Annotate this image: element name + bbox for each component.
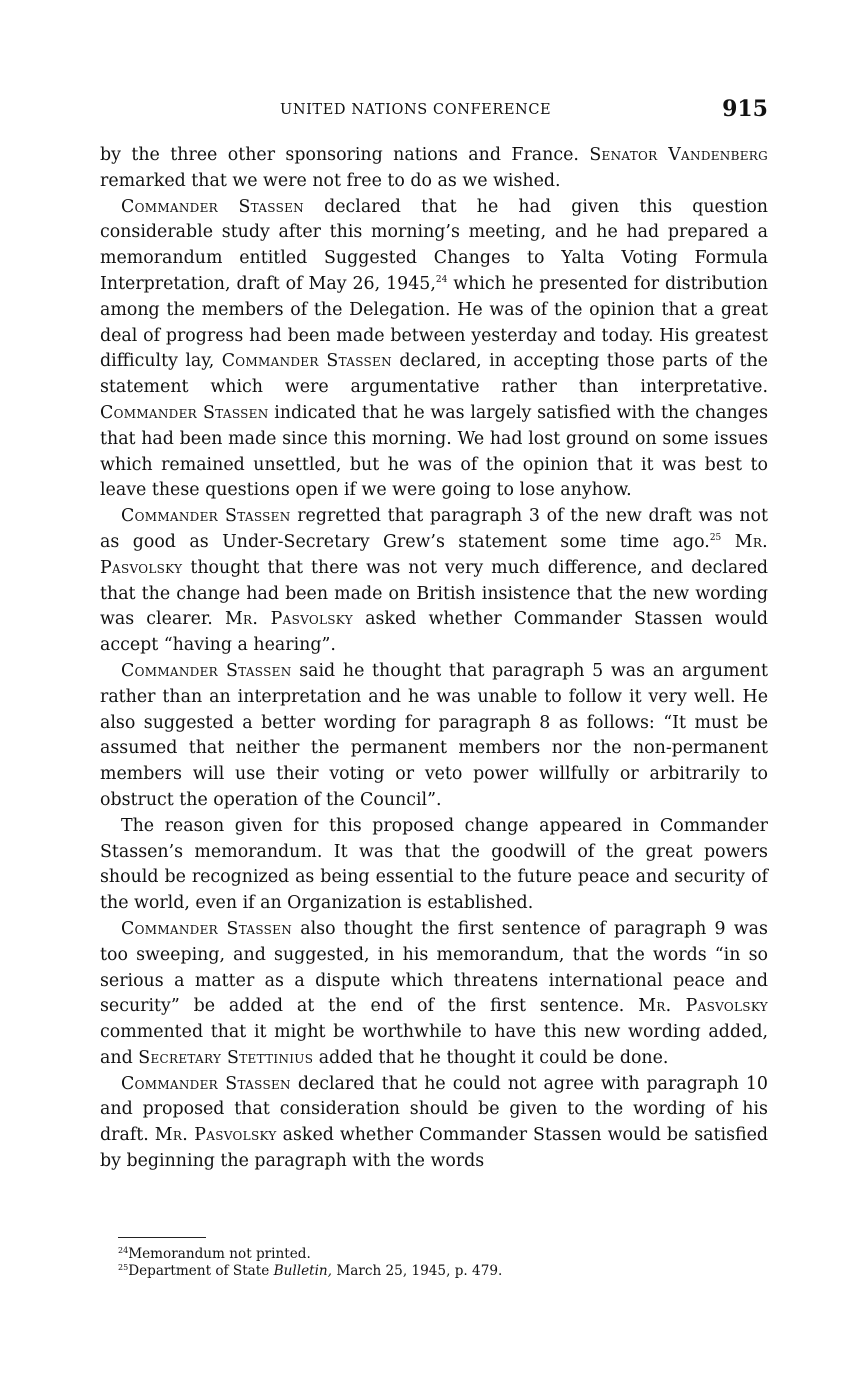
text-run: by the three other sponsoring nations and France.	[100, 145, 590, 165]
speaker-name: Commander Stassen	[100, 402, 269, 423]
paragraph-5	[100, 814, 768, 917]
paragraph-6	[100, 917, 768, 1072]
footnote-text: March 25, 1945, p. 479.	[332, 1263, 503, 1279]
text-run: indicated that he was largely satisfied with the changes that had been made since this morning. We had lost ground on some issues which remained unsettled, but he was of the opinion that it was best to leave these questions open if we were going to lose anyhow.	[100, 402, 768, 501]
text-run: commented that it might be worthwhile to have this new wording added, and	[100, 1022, 768, 1068]
speaker-name: Mr. Pasvolsky	[154, 1125, 277, 1146]
speaker-name: Mr. Pasvolsky	[638, 996, 768, 1017]
text-run: added that he thought it could be done.	[313, 1047, 669, 1068]
page-number: 915	[722, 96, 768, 122]
footnote-mark: 24	[118, 1246, 129, 1255]
paragraph-3	[100, 504, 768, 659]
footnote-ref-25: 25	[709, 532, 722, 543]
publication-title: Bulletin,	[273, 1263, 332, 1279]
page-header	[100, 96, 768, 126]
text-run: regretted that paragraph 3 of the new draft was not as good as Under-Secretary Grew’s statement some time ago.	[100, 506, 768, 552]
text-run: declared, in accepting those parts of the statement which were argumentative rather than interpretative.	[100, 351, 768, 398]
footnote-24	[118, 1246, 768, 1263]
paragraph-7	[100, 1072, 768, 1175]
text-run: thought that there was not very much difference, and declared that the change had been made on British insistence that the new wording was clearer.	[100, 557, 768, 630]
body-text	[100, 143, 768, 1175]
speaker-name: Commander Stassen	[221, 351, 392, 372]
text-run: declared that he could not agree with paragraph 10 and proposed that consideration should be given to the wording of his draft.	[100, 1073, 768, 1146]
text-run: said he thought that paragraph 5 was an argument rather than an interpretation and he was unable to follow it very well. He also suggested a better wording for paragraph 8 as follows: “It must be assumed that neither the permanent members nor the non-permanent members will use their voting or veto power willfully or arbitrarily to obstruct the operation of the Council”.	[100, 660, 768, 810]
text-run: The reason given for this proposed change appeared in Commander Stassen’s memorandum. It was that the goodwill of the great powers should be recognized as being essential to the future peace and security of the world, even if an Organization is established.	[100, 815, 768, 914]
footnote-ref-24: 24	[435, 274, 448, 285]
paragraph-4	[100, 659, 768, 814]
text-run	[721, 532, 734, 552]
footnote-25	[118, 1263, 768, 1280]
speaker-name: Commander Stassen	[121, 918, 293, 939]
text-run: remarked that we were not free to do as we wished.	[100, 170, 561, 191]
text-run: declared that he had given this question considerable study after this morning’s meeting, and he had prepared a memorandum entitled Suggested Changes to Yalta Voting Formula Interpretation, draft of May 26, 1945,	[100, 196, 768, 294]
speaker-name: Mr. Pasvolsky	[100, 531, 768, 578]
speaker-name: Commander Stassen	[121, 506, 291, 527]
speaker-name: Senator Vandenberg	[589, 145, 769, 165]
footnote-text: Department of State	[128, 1263, 274, 1279]
text-run: asked whether Commander Stassen would accept “having a hearing”.	[100, 609, 768, 656]
paragraph-1	[100, 143, 768, 195]
speaker-name: Secretary Stettinius	[138, 1047, 314, 1068]
footnote-mark: 25	[118, 1263, 129, 1272]
footnote-rule	[118, 1237, 206, 1238]
speaker-name: Commander Stassen	[121, 196, 304, 217]
running-head: UNITED NATIONS CONFERENCE	[280, 102, 552, 118]
footnote-text: Memorandum not printed.	[128, 1246, 311, 1262]
speaker-name: Commander Stassen	[121, 660, 292, 681]
speaker-name: Mr. Pasvolsky	[224, 609, 353, 630]
speaker-name: Commander Stassen	[121, 1073, 291, 1094]
footnotes	[118, 1246, 768, 1280]
text-run: which he presented for distribution among the members of the Delegation. He was of the opinion that a great deal of progress had been made between yesterday and today. His greatest difficulty lay,	[100, 273, 769, 372]
text-run: also thought the first sentence of paragraph 9 was too sweeping, and suggested, in his memorandum, that the words “in so serious a matter as a dispute which threatens international peace and security” be added at the end of the first sentence.	[100, 918, 768, 1017]
paragraph-2	[100, 195, 768, 505]
text-run: asked whether Commander Stassen would be satisfied by beginning the paragraph with the words	[100, 1125, 769, 1172]
